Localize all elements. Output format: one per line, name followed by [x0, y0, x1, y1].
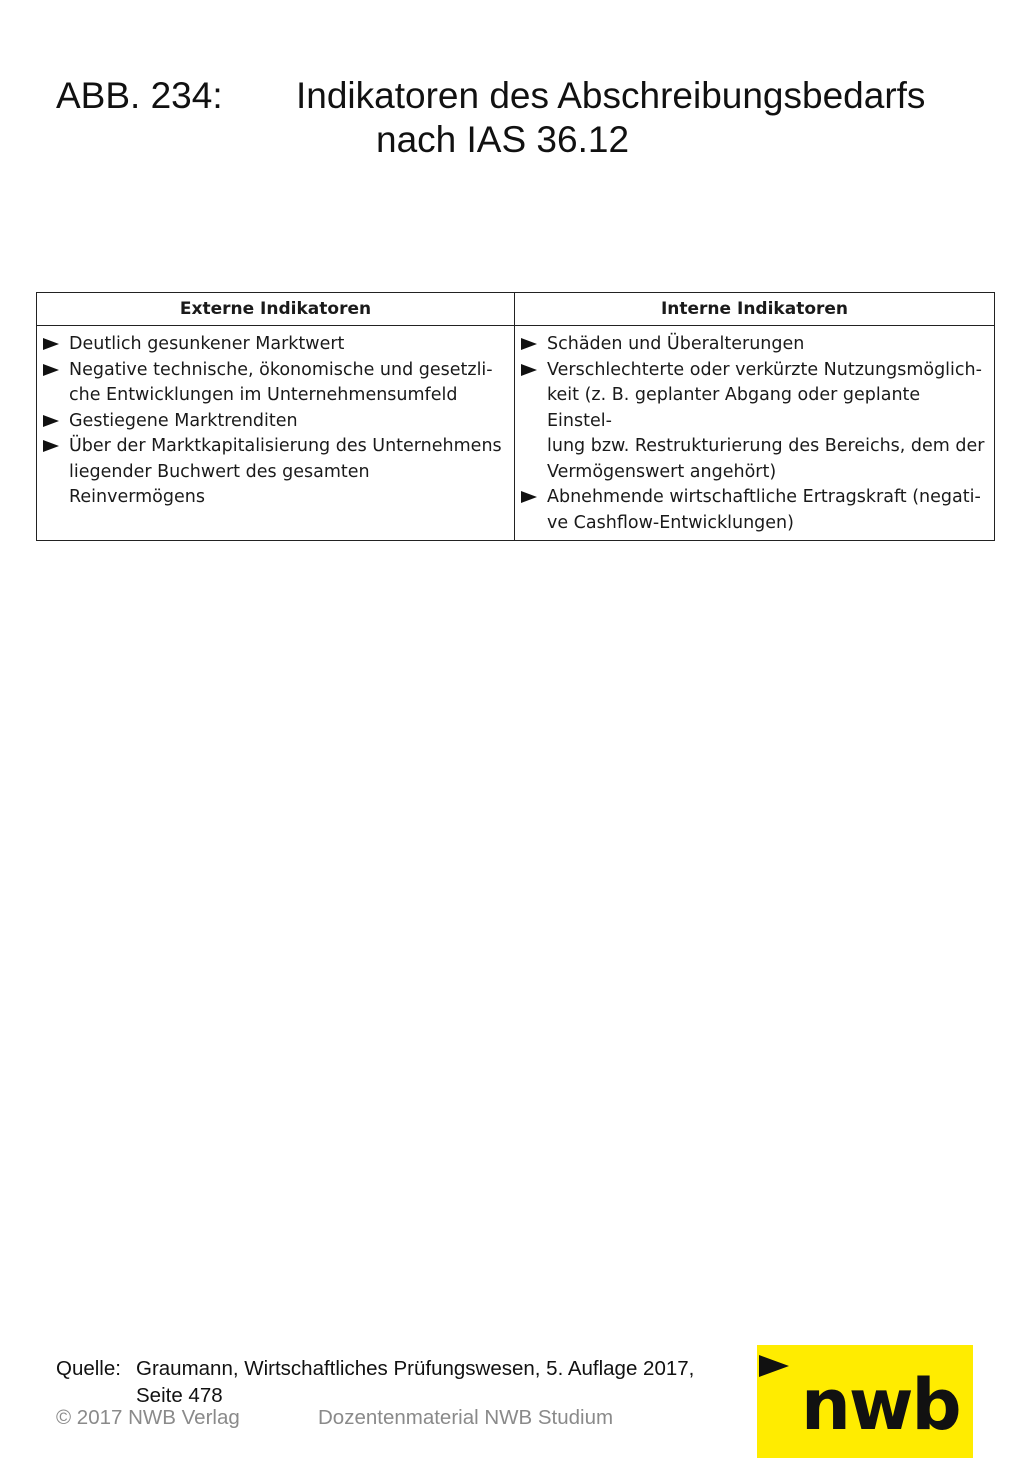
- list-item: Deutlich gesunkener Marktwert: [41, 332, 510, 358]
- list-item: Verschlechterte oder verkürzte Nutzungsmöglich- keit (z. B. geplanter Abgang oder geplante Einstel- lung bzw. Restrukturierung des Bereichs, dem der Vermögenswert angehört): [519, 358, 990, 486]
- internal-indicators-cell: [515, 326, 995, 541]
- triangle-bullet-icon: [521, 364, 537, 376]
- list-item: Abnehmende wirtschaftliche Ertragskraft (negati- ve Cashflow-Entwicklungen): [519, 485, 990, 536]
- list-item: Schäden und Überalterungen: [519, 332, 990, 358]
- figure-title-line-2: nach IAS 36.12: [376, 119, 630, 160]
- list-item: Gestiegene Marktrenditen: [41, 409, 510, 435]
- triangle-bullet-icon: [43, 415, 59, 427]
- figure-number: ABB. 234:: [56, 75, 223, 116]
- list-item: Negative technische, ökonomische und gesetzli- che Entwicklungen im Unternehmensumfeld: [41, 358, 510, 409]
- source-text: Graumann, Wirtschaftliches Prüfungswesen, 5. Auflage 2017,: [136, 1357, 695, 1380]
- triangle-bullet-icon: [43, 364, 59, 376]
- indicators-table: [36, 292, 995, 541]
- copyright-notice: © 2017 NWB Verlag: [56, 1406, 240, 1429]
- source-page: Seite 478: [136, 1384, 223, 1407]
- external-indicators-list: [41, 332, 510, 511]
- external-indicators-cell: [37, 326, 515, 541]
- triangle-bullet-icon: [43, 440, 59, 452]
- logo-arrow-icon: [759, 1355, 789, 1377]
- list-item: Über der Marktkapitalisierung des Unternehmens liegender Buchwert des gesamten Reinvermögens: [41, 434, 510, 511]
- internal-indicators-list: [519, 332, 990, 536]
- header-external-indicators: Externe Indikatoren: [37, 293, 515, 326]
- triangle-bullet-icon: [521, 491, 537, 503]
- figure-title-line-1: Indikatoren des Abschreibungsbedarfs: [296, 75, 926, 116]
- material-notice: Dozentenmaterial NWB Studium: [318, 1406, 614, 1429]
- triangle-bullet-icon: [521, 338, 537, 350]
- source-label: Quelle:: [56, 1357, 121, 1380]
- table-body-row: [37, 326, 995, 541]
- logo-text: nwb: [801, 1364, 960, 1446]
- nwb-logo: [757, 1345, 973, 1458]
- header-internal-indicators: Interne Indikatoren: [515, 293, 995, 326]
- triangle-bullet-icon: [43, 338, 59, 350]
- table-header-row: [37, 293, 995, 326]
